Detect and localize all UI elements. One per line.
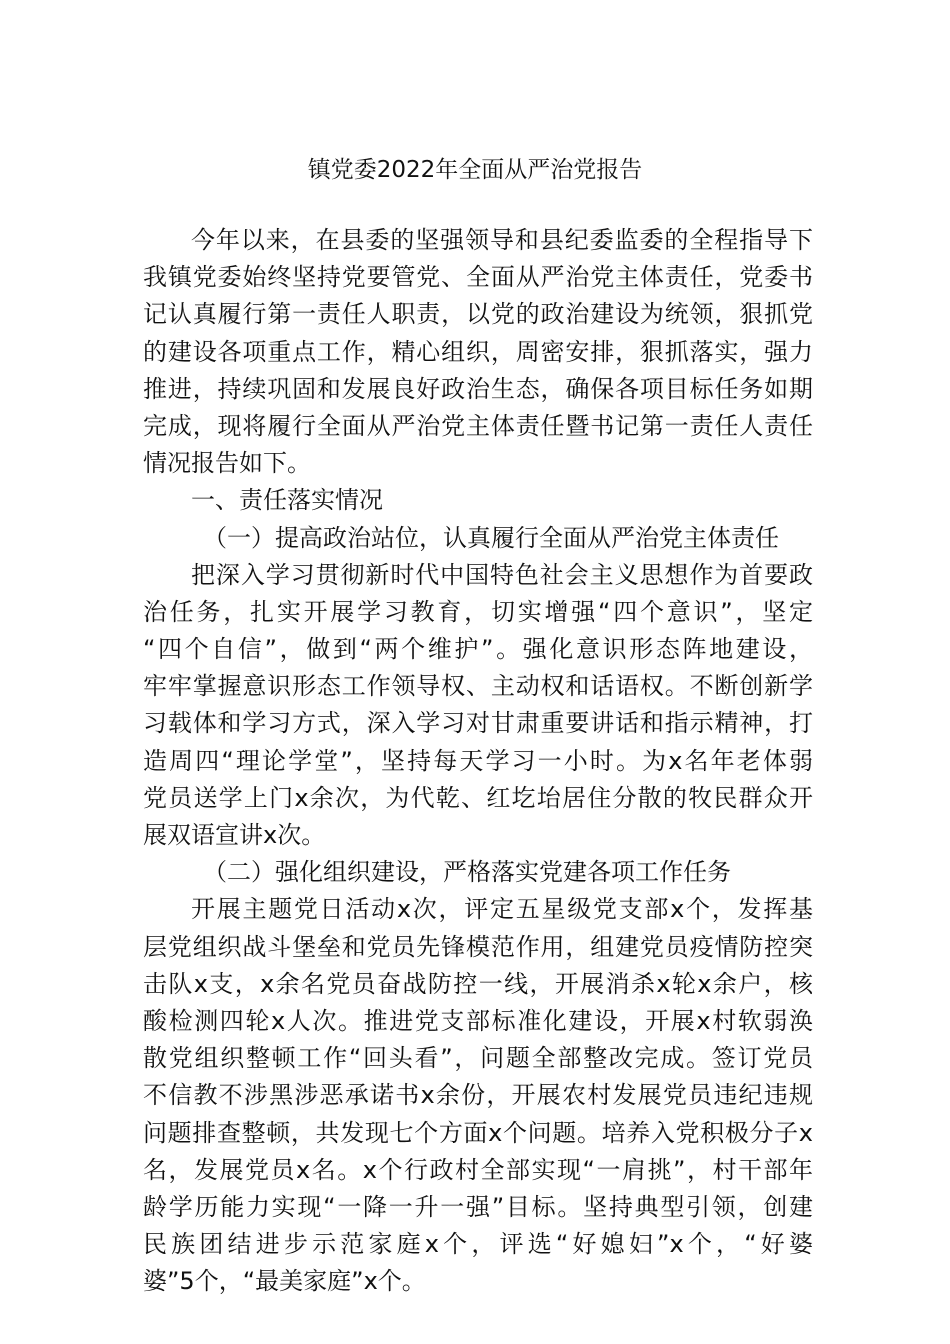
paragraph-line: 击队x支，x余名党员奋战防控一线，开展消杀x轮x余户，核 <box>143 969 813 998</box>
paragraph-line: 造周四“理论学堂”，坚持每天学习一小时。为x名年老体弱 <box>143 746 813 775</box>
paragraph-line: 龄学历能力实现“一降一升一强”目标。坚持典型引领，创建 <box>143 1192 813 1221</box>
paragraph-line: 民族团结进步示范家庭x个，评选“好媳妇”x个，“好婆 <box>143 1230 813 1259</box>
paragraph-line: 酸检测四轮x人次。推进党支部标准化建设，开展x村软弱涣 <box>143 1006 813 1035</box>
paragraph-line: 治任务，扎实开展学习教育，切实增强“四个意识”，坚定 <box>143 597 813 626</box>
paragraph-line: 层党组织战斗堡垒和党员先锋模范作用，组建党员疫情防控突 <box>143 932 813 961</box>
paragraph-line: 推进，持续巩固和发展良好政治生态，确保各项目标任务如期 <box>143 374 813 403</box>
paragraph-line: 问题排查整顿，共发现七个方面x个问题。培养入党积极分子x <box>143 1118 813 1147</box>
paragraph-line: 习载体和学习方式，深入学习对甘肃重要讲话和指示精神，打 <box>143 709 813 738</box>
paragraph-line: 牢牢掌握意识形态工作领导权、主动权和话语权。不断创新学 <box>143 672 813 701</box>
paragraph-line: “四个自信”，做到“两个维护”。强化意识形态阵地建设， <box>143 635 813 664</box>
paragraph-line: 今年以来，在县委的坚强领导和县纪委监委的全程指导下 <box>191 226 813 254</box>
paragraph-line: 情况报告如下。 <box>143 449 311 478</box>
paragraph-line: 我镇党委始终坚持党要管党、全面从严治党主体责任，党委书 <box>143 263 813 292</box>
paragraph-line: 把深入学习贯彻新时代中国特色社会主义思想作为首要政 <box>191 560 813 589</box>
paragraph-line: 婆”5个，“最美家庭”x个。 <box>143 1267 426 1296</box>
subsection-heading: （一）提高政治站位，认真履行全面从严治党主体责任 <box>203 523 779 552</box>
paragraph-line: 不信教不涉黑涉恶承诺书x余份，开展农村发展党员违纪违规 <box>143 1081 813 1110</box>
document-title: 镇党委2022年全面从严治党报告 <box>307 157 643 183</box>
paragraph-line: 党员送学上门x余次，为代乾、红圪坮居住分散的牧民群众开 <box>143 783 813 812</box>
paragraph-line: 散党组织整顿工作“回头看”，问题全部整改完成。签订党员 <box>143 1044 813 1073</box>
paragraph-line: 的建设各项重点工作，精心组织，周密安排，狠抓落实，强力 <box>143 337 813 366</box>
paragraph-line: 开展主题党日活动x次，评定五星级党支部x个，发挥基 <box>191 895 813 924</box>
document-body <box>143 222 813 1300</box>
section-heading: 一、责任落实情况 <box>191 486 383 515</box>
subsection-heading: （二）强化组织建设，严格落实党建各项工作任务 <box>203 858 731 887</box>
paragraph-line: 记认真履行第一责任人职责，以党的政治建设为统领，狠抓党 <box>143 300 813 329</box>
paragraph-line: 展双语宣讲x次。 <box>143 821 326 849</box>
paragraph-line: 名，发展党员x名。x个行政村全部实现“一肩挑”，村干部年 <box>143 1155 813 1184</box>
paragraph-line: 完成，现将履行全面从严治党主体责任暨书记第一责任人责任 <box>143 411 813 440</box>
